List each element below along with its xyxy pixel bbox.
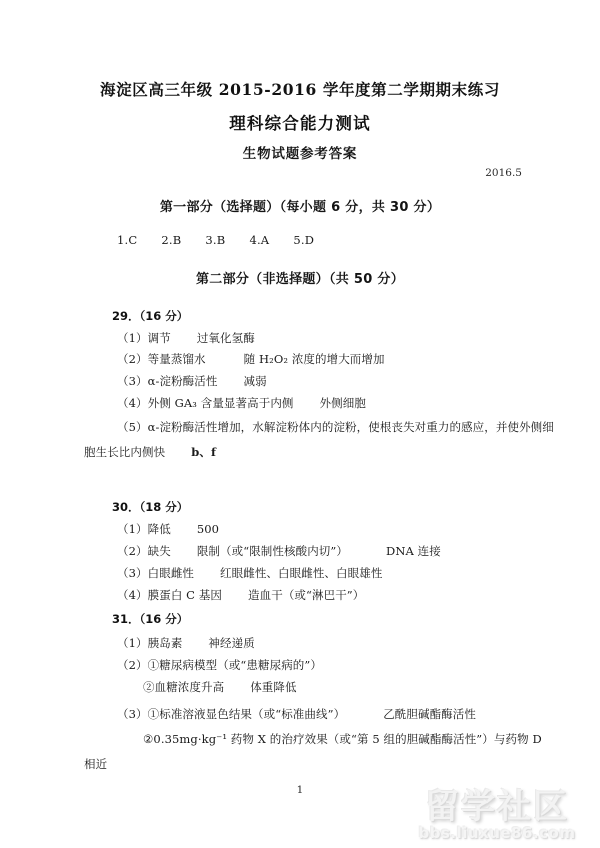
answer-text-2: 500 [196, 522, 220, 536]
answer-line [117, 373, 267, 389]
choice-answers-row [117, 233, 314, 247]
answer-text: （4）膜蛋白 C 基因 [117, 588, 223, 602]
question-number-31: 31．（16 分） [112, 612, 189, 626]
answer-text-2: 外侧细胞 [319, 396, 366, 410]
answer-text: （1）调节 [117, 331, 171, 345]
answer-line [84, 444, 216, 460]
answer-line [117, 330, 255, 346]
answer-line [117, 587, 364, 603]
watermark [402, 787, 592, 842]
answer-text: 相近 [84, 757, 108, 771]
answer-line [143, 731, 542, 747]
answer-text-2: 乙酰胆碱酯酶活性 [383, 707, 476, 721]
answer-text-2: 随 H₂O₂ 浓度的增大而增加 [243, 352, 385, 366]
answer-line [117, 565, 382, 581]
page-number: 1 [296, 784, 304, 796]
answer-line [117, 395, 366, 411]
answer-text: （3）白眼雌性 [117, 566, 195, 580]
document-title-line2: 理科综合能力测试 [229, 114, 371, 133]
answer-line [117, 635, 255, 651]
document-date: 2016.5 [485, 167, 522, 179]
answer-text-2: 限制（或“限制性核酸内切”） [196, 544, 348, 558]
choice-answer-5: 5.D [293, 233, 315, 247]
part-2-header: 第二部分（非选择题）（共 50 分） [195, 272, 405, 287]
answer-text: （2）缺失 [117, 544, 171, 558]
answer-line [117, 657, 322, 673]
answer-text-2: 红眼雌性、白眼雌性、白眼雄性 [220, 566, 383, 580]
question-number-30: 30．（18 分） [112, 500, 189, 514]
choice-answer-3: 3.B [205, 233, 226, 247]
answer-text: （1）降低 [117, 522, 171, 536]
answer-text-2: 造血干（或“淋巴干”） [248, 588, 365, 602]
document-title-line1: 海淀区高三年级 2015-2016 学年度第二学期期末练习 [100, 80, 500, 99]
answer-text: （2）等量蒸馏水 [117, 352, 206, 366]
answer-text: 胞生长比内侧快 [84, 445, 166, 459]
answer-line [117, 543, 441, 559]
answer-line [117, 706, 476, 722]
choice-answer-2: 2.B [161, 233, 182, 247]
answer-text-2: 神经递质 [208, 636, 255, 650]
question-number-29: 29．（16 分） [112, 309, 189, 323]
answer-text: （2）①糖尿病模型（或“患糖尿病的”） [117, 658, 322, 672]
watermark-url: bbs.liuxue86.com [418, 824, 576, 842]
answer-text: （4）外侧 GA₃ 含量显著高于内侧 [117, 396, 294, 410]
answer-line [143, 679, 297, 695]
part-1-header: 第一部分（选择题）（每小题 6 分，共 30 分） [159, 200, 441, 215]
answer-text-3: DNA 连接 [386, 544, 441, 558]
answer-line [117, 351, 385, 367]
answer-text: ②血糖浓度升高 [143, 680, 225, 694]
answer-line [117, 521, 219, 537]
watermark-logo-text: 留学社区 [425, 787, 569, 828]
answer-line [117, 419, 554, 435]
answer-text-2: 减弱 [243, 374, 267, 388]
answer-text-2: 体重降低 [250, 680, 297, 694]
answer-text: （3）α-淀粉酶活性 [117, 374, 218, 388]
choice-answer-1: 1.C [117, 233, 138, 247]
answer-text: ②0.35mg·kg⁻¹ 药物 X 的治疗效果（或“第 5 组的胆碱酯酶活性”）与药物 D [143, 732, 542, 746]
answer-text-2: 过氧化氢酶 [196, 331, 255, 345]
answer-text: （5）α-淀粉酶活性增加，水解淀粉体内的淀粉，使根丧失对重力的感应，并使外侧细 [117, 420, 554, 434]
answer-text: （1）胰岛素 [117, 636, 183, 650]
document-title-line3: 生物试题参考答案 [242, 146, 358, 162]
answer-text-2: b、f [191, 445, 216, 459]
answer-text: （3）①标准溶液显色结果（或“标准曲线”） [117, 707, 346, 721]
answer-line [84, 756, 107, 772]
choice-answer-4: 4.A [249, 233, 270, 247]
